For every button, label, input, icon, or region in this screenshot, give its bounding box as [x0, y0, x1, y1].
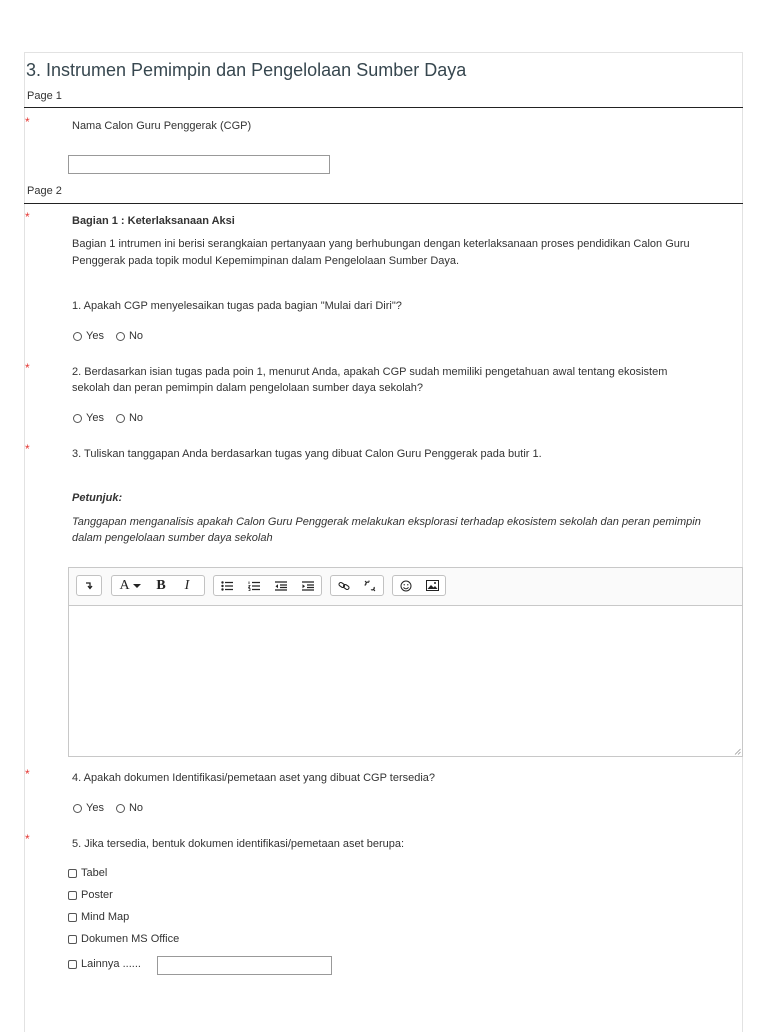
- checkbox[interactable]: [68, 869, 77, 878]
- radio-no[interactable]: [116, 332, 125, 341]
- radio-yes-label: Yes: [86, 412, 104, 424]
- rich-text-editor: [68, 567, 743, 757]
- radio-yes[interactable]: [73, 414, 82, 423]
- collapse-toolbar-button[interactable]: [77, 576, 101, 595]
- question-5-text: 5. Jika tersedia, bentuk dokumen identifikasi/pemetaan aset berupa:: [72, 838, 405, 850]
- checkbox[interactable]: [68, 935, 77, 944]
- toolbar-group: [111, 575, 205, 596]
- checkbox[interactable]: [68, 960, 77, 969]
- link-icon: [338, 580, 350, 592]
- image-icon: [426, 580, 439, 591]
- required-mark: *: [25, 210, 30, 224]
- italic-button[interactable]: I: [184, 577, 190, 593]
- hint-label: Petunjuk:: [72, 492, 123, 504]
- section-intro-line-2: Penggerak pada topik modul Kepemimpinan dalam Pengelolaan Sumber Daya.: [72, 255, 460, 267]
- editor-toolbar: [69, 568, 742, 606]
- toolbar-group: [392, 575, 446, 596]
- radio-yes[interactable]: [73, 804, 82, 813]
- checkbox-label: Poster: [81, 889, 113, 901]
- bullet-list-button[interactable]: [214, 576, 241, 595]
- form-title: 3. Instrumen Pemimpin dan Pengelolaan Sumber Daya: [26, 60, 467, 80]
- checkbox-label: Dokumen MS Office: [81, 933, 180, 945]
- page-2-label: Page 2: [27, 185, 62, 197]
- insert-link-button[interactable]: [331, 576, 357, 595]
- name-input[interactable]: [68, 155, 330, 174]
- radio-yes-label: Yes: [86, 802, 104, 814]
- caret-down-icon: [133, 583, 141, 589]
- question-4-options: [73, 802, 151, 814]
- hint-line-1: Tanggapan menganalisis apakah Calon Guru Penggerak melakukan eksplorasi terhadap ekosistem sekolah dan peran pemimpin: [72, 516, 701, 528]
- numbered-list-icon: [248, 581, 260, 591]
- bold-button[interactable]: B: [156, 577, 166, 593]
- radio-yes[interactable]: [73, 332, 82, 341]
- emoji-button[interactable]: [393, 576, 419, 595]
- collapse-icon: [84, 581, 94, 591]
- question-name-label: Nama Calon Guru Penggerak (CGP): [72, 120, 252, 132]
- checkbox-option: [68, 889, 113, 901]
- radio-no-label: No: [128, 802, 144, 814]
- checkbox-label: Tabel: [81, 867, 108, 879]
- radio-no-label: No: [128, 330, 144, 342]
- indent-icon: [302, 581, 314, 591]
- question-1-options: [73, 330, 151, 342]
- outdent-icon: [275, 581, 287, 591]
- toolbar-group: [330, 575, 384, 596]
- numbered-list-button[interactable]: [241, 576, 268, 595]
- other-option-input[interactable]: [157, 956, 332, 975]
- checkbox-label: Mind Map: [81, 911, 130, 923]
- page-divider: [24, 107, 743, 108]
- smiley-icon: [400, 580, 412, 592]
- checkbox[interactable]: [68, 891, 77, 900]
- font-style-button[interactable]: [112, 576, 148, 595]
- required-mark: *: [25, 767, 30, 781]
- toolbar-group: [76, 575, 102, 596]
- bullet-list-icon: [221, 581, 233, 591]
- question-2-options: [73, 412, 151, 424]
- radio-no-label: No: [128, 412, 144, 424]
- question-2-line-2: sekolah dan peran pemimpin dalam pengelolaan sumber daya sekolah?: [72, 382, 424, 394]
- radio-no[interactable]: [116, 414, 125, 423]
- page-1-label: Page 1: [27, 90, 62, 102]
- toolbar-group: [213, 575, 322, 596]
- required-mark: *: [25, 832, 30, 846]
- outdent-button[interactable]: [268, 576, 295, 595]
- checkbox-option: [68, 867, 107, 879]
- required-mark: *: [25, 361, 30, 375]
- section-heading: Bagian 1 : Keterlaksanaan Aksi: [72, 215, 235, 227]
- indent-button[interactable]: [294, 576, 321, 595]
- checkbox-option: [68, 958, 141, 970]
- editor-content-area[interactable]: [69, 606, 742, 756]
- question-1-text: 1. Apakah CGP menyelesaikan tugas pada bagian "Mulai dari Diri"?: [72, 300, 402, 312]
- unlink-button[interactable]: [357, 576, 383, 595]
- checkbox-label: Lainnya ......: [81, 958, 141, 970]
- checkbox-option: [68, 933, 179, 945]
- required-mark: *: [25, 442, 30, 456]
- question-2-line-1: 2. Berdasarkan isian tugas pada poin 1, menurut Anda, apakah CGP sudah memiliki pengetahuan awal tentang ekosistem: [72, 366, 668, 378]
- font-style-label: A: [119, 577, 130, 593]
- unlink-icon: [364, 580, 376, 592]
- checkbox[interactable]: [68, 913, 77, 922]
- checkbox-option: [68, 911, 129, 923]
- question-3-text: 3. Tuliskan tanggapan Anda berdasarkan tugas yang dibuat Calon Guru Penggerak pada butir 1.: [72, 448, 542, 460]
- page-divider: [24, 203, 743, 204]
- radio-yes-label: Yes: [86, 330, 104, 342]
- radio-no[interactable]: [116, 804, 125, 813]
- hint-line-2: dalam pengelolaan sumber daya sekolah: [72, 532, 273, 544]
- resize-handle-icon[interactable]: [734, 748, 741, 755]
- insert-image-button[interactable]: [419, 576, 445, 595]
- section-intro-line-1: Bagian 1 intrumen ini berisi serangkaian pertanyaan yang berhubungan dengan keterlaksanaan proses pendidikan Calon Guru: [72, 238, 690, 250]
- required-mark: *: [25, 115, 30, 129]
- question-4-text: 4. Apakah dokumen Identifikasi/pemetaan aset yang dibuat CGP tersedia?: [72, 772, 436, 784]
